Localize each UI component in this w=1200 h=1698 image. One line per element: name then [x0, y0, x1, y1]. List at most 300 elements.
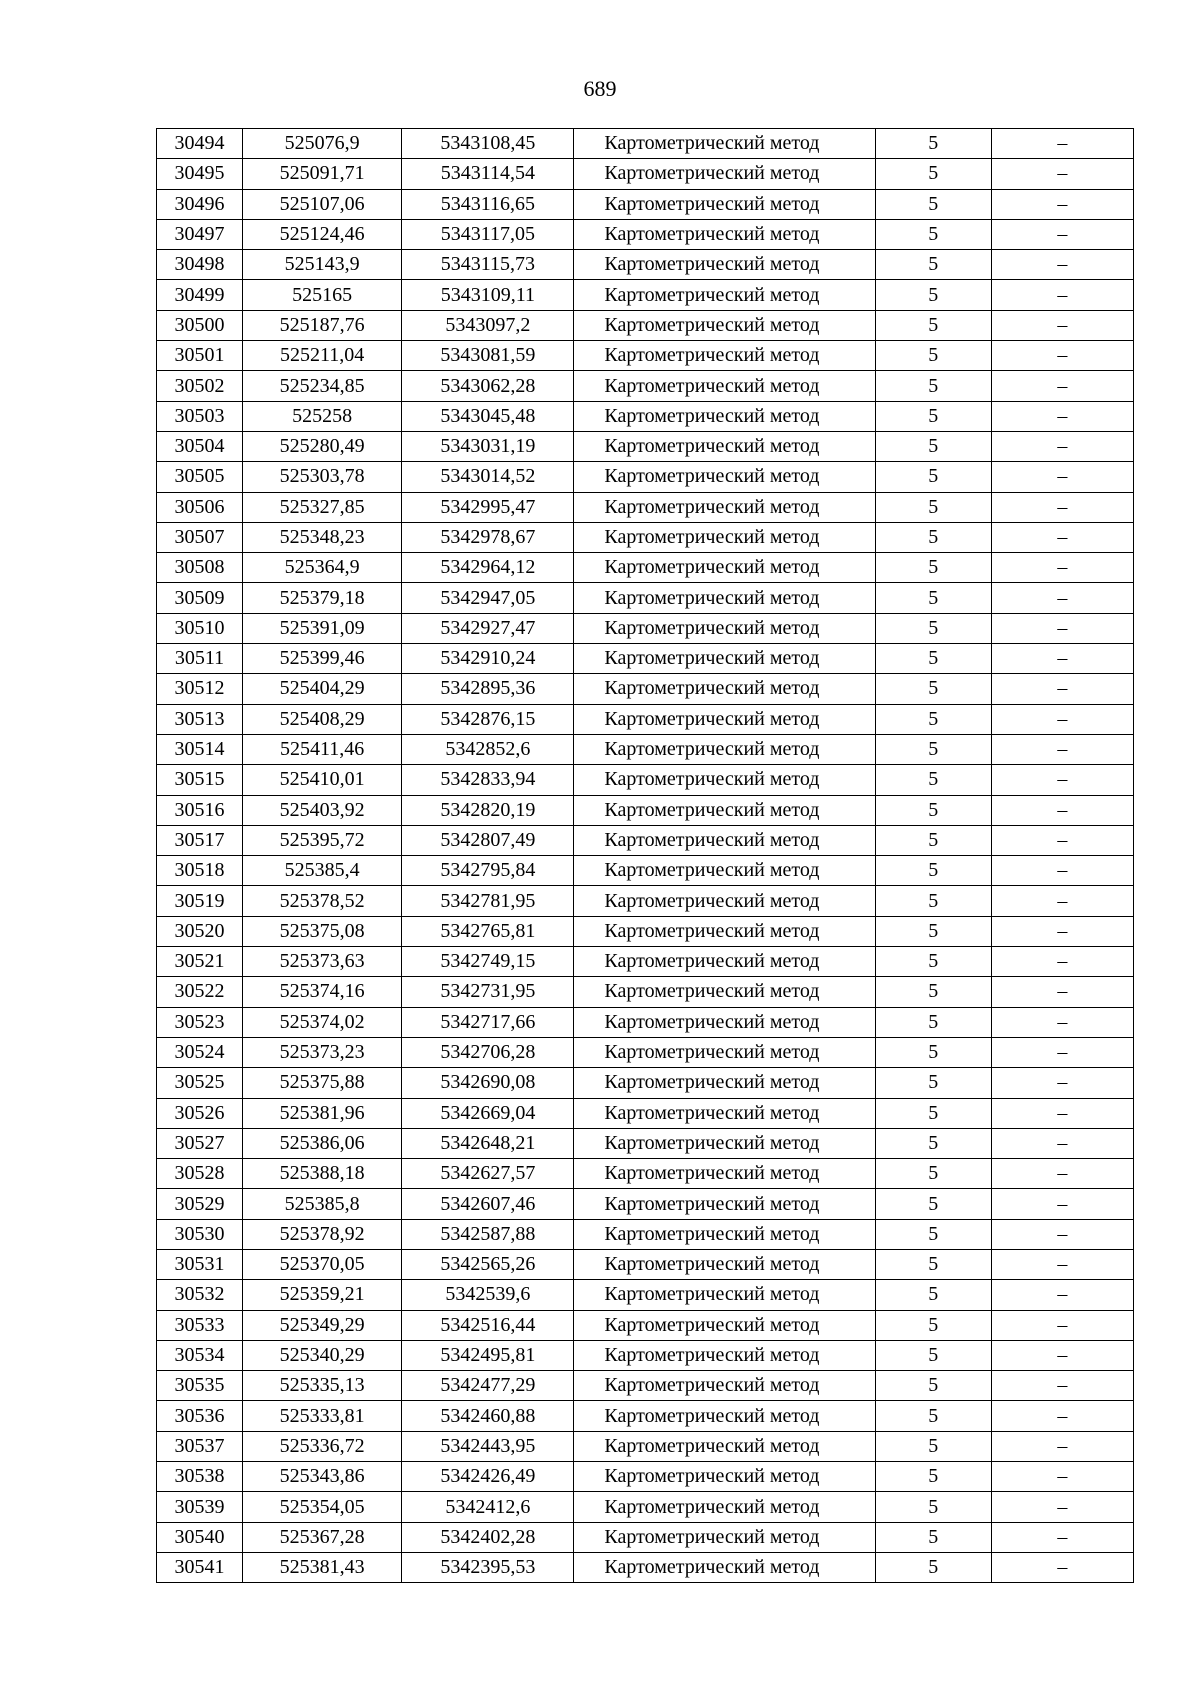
table-row — [157, 310, 1134, 340]
y-coordinate-cell: 5342395,53 — [402, 1552, 574, 1582]
x-coordinate-cell: 525335,13 — [243, 1371, 402, 1401]
table-row — [157, 1340, 1134, 1370]
point-number-cell: 30503 — [157, 401, 243, 431]
method-cell: Картометрический метод — [574, 280, 875, 310]
description-cell: – — [991, 1462, 1133, 1492]
table-row — [157, 1371, 1134, 1401]
x-coordinate-cell: 525385,8 — [243, 1189, 402, 1219]
table-row — [157, 280, 1134, 310]
table-row — [157, 795, 1134, 825]
accuracy-cell: 5 — [875, 431, 991, 461]
method-cell: Картометрический метод — [574, 1007, 875, 1037]
x-coordinate-cell: 525348,23 — [243, 522, 402, 552]
x-coordinate-cell: 525395,72 — [243, 825, 402, 855]
description-cell: – — [991, 886, 1133, 916]
method-cell: Картометрический метод — [574, 856, 875, 886]
point-number-cell: 30495 — [157, 159, 243, 189]
accuracy-cell: 5 — [875, 1371, 991, 1401]
y-coordinate-cell: 5342749,15 — [402, 947, 574, 977]
description-cell: – — [991, 674, 1133, 704]
method-cell: Картометрический метод — [574, 977, 875, 1007]
method-cell: Картометрический метод — [574, 613, 875, 643]
accuracy-cell: 5 — [875, 1552, 991, 1582]
x-coordinate-cell: 525143,9 — [243, 250, 402, 280]
y-coordinate-cell: 5342443,95 — [402, 1431, 574, 1461]
method-cell: Картометрический метод — [574, 1098, 875, 1128]
method-cell: Картометрический метод — [574, 825, 875, 855]
point-number-cell: 30518 — [157, 856, 243, 886]
point-number-cell: 30534 — [157, 1340, 243, 1370]
x-coordinate-cell: 525375,08 — [243, 916, 402, 946]
method-cell: Картометрический метод — [574, 704, 875, 734]
y-coordinate-cell: 5342495,81 — [402, 1340, 574, 1370]
description-cell: – — [991, 371, 1133, 401]
x-coordinate-cell: 525076,9 — [243, 129, 402, 159]
x-coordinate-cell: 525359,21 — [243, 1280, 402, 1310]
point-number-cell: 30520 — [157, 916, 243, 946]
accuracy-cell: 5 — [875, 1219, 991, 1249]
y-coordinate-cell: 5342852,6 — [402, 734, 574, 764]
description-cell: – — [991, 856, 1133, 886]
description-cell: – — [991, 129, 1133, 159]
accuracy-cell: 5 — [875, 401, 991, 431]
x-coordinate-cell: 525404,29 — [243, 674, 402, 704]
y-coordinate-cell: 5342964,12 — [402, 553, 574, 583]
y-coordinate-cell: 5342706,28 — [402, 1037, 574, 1067]
accuracy-cell: 5 — [875, 462, 991, 492]
description-cell: – — [991, 1037, 1133, 1067]
accuracy-cell: 5 — [875, 1431, 991, 1461]
description-cell: – — [991, 189, 1133, 219]
description-cell: – — [991, 1431, 1133, 1461]
method-cell: Картометрический метод — [574, 250, 875, 280]
method-cell: Картометрический метод — [574, 1280, 875, 1310]
accuracy-cell: 5 — [875, 189, 991, 219]
method-cell: Картометрический метод — [574, 1128, 875, 1158]
description-cell: – — [991, 1249, 1133, 1279]
table-row — [157, 1128, 1134, 1158]
accuracy-cell: 5 — [875, 1310, 991, 1340]
description-cell: – — [991, 1522, 1133, 1552]
method-cell: Картометрический метод — [574, 1552, 875, 1582]
x-coordinate-cell: 525379,18 — [243, 583, 402, 613]
y-coordinate-cell: 5343115,73 — [402, 250, 574, 280]
point-number-cell: 30532 — [157, 1280, 243, 1310]
description-cell: – — [991, 1098, 1133, 1128]
table-row — [157, 1462, 1134, 1492]
description-cell: – — [991, 431, 1133, 461]
table-row — [157, 644, 1134, 674]
point-number-cell: 30507 — [157, 522, 243, 552]
accuracy-cell: 5 — [875, 341, 991, 371]
accuracy-cell: 5 — [875, 734, 991, 764]
table-row — [157, 189, 1134, 219]
method-cell: Картометрический метод — [574, 1522, 875, 1552]
point-number-cell: 30521 — [157, 947, 243, 977]
coordinates-table — [156, 128, 1134, 1583]
table-row — [157, 129, 1134, 159]
point-number-cell: 30506 — [157, 492, 243, 522]
x-coordinate-cell: 525378,52 — [243, 886, 402, 916]
table-row — [157, 522, 1134, 552]
table-row — [157, 1037, 1134, 1067]
point-number-cell: 30508 — [157, 553, 243, 583]
point-number-cell: 30517 — [157, 825, 243, 855]
point-number-cell: 30530 — [157, 1219, 243, 1249]
accuracy-cell: 5 — [875, 1340, 991, 1370]
x-coordinate-cell: 525375,88 — [243, 1068, 402, 1098]
description-cell: – — [991, 492, 1133, 522]
accuracy-cell: 5 — [875, 795, 991, 825]
y-coordinate-cell: 5343014,52 — [402, 462, 574, 492]
point-number-cell: 30525 — [157, 1068, 243, 1098]
accuracy-cell: 5 — [875, 765, 991, 795]
description-cell: – — [991, 916, 1133, 946]
point-number-cell: 30497 — [157, 219, 243, 249]
description-cell: – — [991, 310, 1133, 340]
table-row — [157, 431, 1134, 461]
x-coordinate-cell: 525373,63 — [243, 947, 402, 977]
accuracy-cell: 5 — [875, 159, 991, 189]
table-row — [157, 856, 1134, 886]
y-coordinate-cell: 5342648,21 — [402, 1128, 574, 1158]
accuracy-cell: 5 — [875, 856, 991, 886]
point-number-cell: 30528 — [157, 1159, 243, 1189]
y-coordinate-cell: 5343116,65 — [402, 189, 574, 219]
accuracy-cell: 5 — [875, 129, 991, 159]
table-row — [157, 977, 1134, 1007]
accuracy-cell: 5 — [875, 1492, 991, 1522]
x-coordinate-cell: 525388,18 — [243, 1159, 402, 1189]
point-number-cell: 30541 — [157, 1552, 243, 1582]
point-number-cell: 30514 — [157, 734, 243, 764]
y-coordinate-cell: 5342995,47 — [402, 492, 574, 522]
table-row — [157, 613, 1134, 643]
method-cell: Картометрический метод — [574, 431, 875, 461]
accuracy-cell: 5 — [875, 522, 991, 552]
accuracy-cell: 5 — [875, 219, 991, 249]
accuracy-cell: 5 — [875, 825, 991, 855]
accuracy-cell: 5 — [875, 1280, 991, 1310]
point-number-cell: 30499 — [157, 280, 243, 310]
method-cell: Картометрический метод — [574, 1219, 875, 1249]
description-cell: – — [991, 553, 1133, 583]
x-coordinate-cell: 525370,05 — [243, 1249, 402, 1279]
table-row — [157, 734, 1134, 764]
description-cell: – — [991, 250, 1133, 280]
y-coordinate-cell: 5342627,57 — [402, 1159, 574, 1189]
description-cell: – — [991, 1552, 1133, 1582]
y-coordinate-cell: 5342978,67 — [402, 522, 574, 552]
description-cell: – — [991, 1007, 1133, 1037]
y-coordinate-cell: 5342876,15 — [402, 704, 574, 734]
method-cell: Картометрический метод — [574, 1159, 875, 1189]
x-coordinate-cell: 525378,92 — [243, 1219, 402, 1249]
method-cell: Картометрический метод — [574, 644, 875, 674]
y-coordinate-cell: 5342426,49 — [402, 1462, 574, 1492]
table-row — [157, 947, 1134, 977]
description-cell: – — [991, 1159, 1133, 1189]
x-coordinate-cell: 525399,46 — [243, 644, 402, 674]
table-row — [157, 1098, 1134, 1128]
x-coordinate-cell: 525354,05 — [243, 1492, 402, 1522]
method-cell: Картометрический метод — [574, 916, 875, 946]
point-number-cell: 30531 — [157, 1249, 243, 1279]
method-cell: Картометрический метод — [574, 492, 875, 522]
table-row — [157, 159, 1134, 189]
point-number-cell: 30516 — [157, 795, 243, 825]
method-cell: Картометрический метод — [574, 1340, 875, 1370]
y-coordinate-cell: 5343117,05 — [402, 219, 574, 249]
y-coordinate-cell: 5343031,19 — [402, 431, 574, 461]
accuracy-cell: 5 — [875, 1462, 991, 1492]
y-coordinate-cell: 5343081,59 — [402, 341, 574, 371]
description-cell: – — [991, 1492, 1133, 1522]
method-cell: Картометрический метод — [574, 1068, 875, 1098]
point-number-cell: 30519 — [157, 886, 243, 916]
method-cell: Картометрический метод — [574, 1431, 875, 1461]
y-coordinate-cell: 5342895,36 — [402, 674, 574, 704]
point-number-cell: 30510 — [157, 613, 243, 643]
point-number-cell: 30512 — [157, 674, 243, 704]
method-cell: Картометрический метод — [574, 1249, 875, 1279]
table-row — [157, 401, 1134, 431]
description-cell: – — [991, 1068, 1133, 1098]
accuracy-cell: 5 — [875, 977, 991, 1007]
description-cell: – — [991, 159, 1133, 189]
method-cell: Картометрический метод — [574, 310, 875, 340]
y-coordinate-cell: 5343109,11 — [402, 280, 574, 310]
x-coordinate-cell: 525410,01 — [243, 765, 402, 795]
description-cell: – — [991, 977, 1133, 1007]
x-coordinate-cell: 525211,04 — [243, 341, 402, 371]
x-coordinate-cell: 525187,76 — [243, 310, 402, 340]
description-cell: – — [991, 644, 1133, 674]
point-number-cell: 30533 — [157, 1310, 243, 1340]
y-coordinate-cell: 5342412,6 — [402, 1492, 574, 1522]
method-cell: Картометрический метод — [574, 765, 875, 795]
page-number: 689 — [583, 76, 617, 101]
y-coordinate-cell: 5342402,28 — [402, 1522, 574, 1552]
method-cell: Картометрический метод — [574, 583, 875, 613]
point-number-cell: 30496 — [157, 189, 243, 219]
table-row — [157, 765, 1134, 795]
point-number-cell: 30527 — [157, 1128, 243, 1158]
method-cell: Картометрический метод — [574, 1310, 875, 1340]
method-cell: Картометрический метод — [574, 1492, 875, 1522]
table-row — [157, 1189, 1134, 1219]
point-number-cell: 30501 — [157, 341, 243, 371]
description-cell: – — [991, 1310, 1133, 1340]
x-coordinate-cell: 525165 — [243, 280, 402, 310]
y-coordinate-cell: 5342607,46 — [402, 1189, 574, 1219]
accuracy-cell: 5 — [875, 1189, 991, 1219]
description-cell: – — [991, 765, 1133, 795]
method-cell: Картометрический метод — [574, 1189, 875, 1219]
method-cell: Картометрический метод — [574, 795, 875, 825]
method-cell: Картометрический метод — [574, 522, 875, 552]
y-coordinate-cell: 5342460,88 — [402, 1401, 574, 1431]
table-row — [157, 462, 1134, 492]
point-number-cell: 30494 — [157, 129, 243, 159]
description-cell: – — [991, 613, 1133, 643]
description-cell: – — [991, 1189, 1133, 1219]
x-coordinate-cell: 525303,78 — [243, 462, 402, 492]
table-row — [157, 1310, 1134, 1340]
method-cell: Картометрический метод — [574, 189, 875, 219]
accuracy-cell: 5 — [875, 280, 991, 310]
y-coordinate-cell: 5342807,49 — [402, 825, 574, 855]
x-coordinate-cell: 525403,92 — [243, 795, 402, 825]
accuracy-cell: 5 — [875, 644, 991, 674]
accuracy-cell: 5 — [875, 310, 991, 340]
x-coordinate-cell: 525381,43 — [243, 1552, 402, 1582]
point-number-cell: 30505 — [157, 462, 243, 492]
accuracy-cell: 5 — [875, 250, 991, 280]
y-coordinate-cell: 5343114,54 — [402, 159, 574, 189]
table-row — [157, 674, 1134, 704]
x-coordinate-cell: 525374,16 — [243, 977, 402, 1007]
method-cell: Картометрический метод — [574, 1462, 875, 1492]
x-coordinate-cell: 525364,9 — [243, 553, 402, 583]
x-coordinate-cell: 525381,96 — [243, 1098, 402, 1128]
y-coordinate-cell: 5343062,28 — [402, 371, 574, 401]
method-cell: Картометрический метод — [574, 1037, 875, 1067]
table-row — [157, 1249, 1134, 1279]
table-row — [157, 1401, 1134, 1431]
table-row — [157, 886, 1134, 916]
accuracy-cell: 5 — [875, 583, 991, 613]
table-row — [157, 341, 1134, 371]
y-coordinate-cell: 5342947,05 — [402, 583, 574, 613]
table-row — [157, 1280, 1134, 1310]
x-coordinate-cell: 525373,23 — [243, 1037, 402, 1067]
point-number-cell: 30513 — [157, 704, 243, 734]
method-cell: Картометрический метод — [574, 734, 875, 764]
accuracy-cell: 5 — [875, 1037, 991, 1067]
x-coordinate-cell: 525234,85 — [243, 371, 402, 401]
method-cell: Картометрический метод — [574, 462, 875, 492]
x-coordinate-cell: 525280,49 — [243, 431, 402, 461]
accuracy-cell: 5 — [875, 674, 991, 704]
x-coordinate-cell: 525367,28 — [243, 1522, 402, 1552]
table-row — [157, 1552, 1134, 1582]
table-row — [157, 1219, 1134, 1249]
y-coordinate-cell: 5342516,44 — [402, 1310, 574, 1340]
accuracy-cell: 5 — [875, 1128, 991, 1158]
accuracy-cell: 5 — [875, 1522, 991, 1552]
description-cell: – — [991, 1340, 1133, 1370]
accuracy-cell: 5 — [875, 1249, 991, 1279]
table-row — [157, 583, 1134, 613]
method-cell: Картометрический метод — [574, 371, 875, 401]
y-coordinate-cell: 5342669,04 — [402, 1098, 574, 1128]
x-coordinate-cell: 525408,29 — [243, 704, 402, 734]
table-row — [157, 704, 1134, 734]
y-coordinate-cell: 5342820,19 — [402, 795, 574, 825]
method-cell: Картометрический метод — [574, 1371, 875, 1401]
x-coordinate-cell: 525258 — [243, 401, 402, 431]
point-number-cell: 30498 — [157, 250, 243, 280]
accuracy-cell: 5 — [875, 1068, 991, 1098]
table-row — [157, 825, 1134, 855]
table-row — [157, 553, 1134, 583]
description-cell: – — [991, 734, 1133, 764]
y-coordinate-cell: 5342833,94 — [402, 765, 574, 795]
y-coordinate-cell: 5342565,26 — [402, 1249, 574, 1279]
description-cell: – — [991, 401, 1133, 431]
accuracy-cell: 5 — [875, 613, 991, 643]
point-number-cell: 30523 — [157, 1007, 243, 1037]
description-cell: – — [991, 795, 1133, 825]
accuracy-cell: 5 — [875, 947, 991, 977]
table-row — [157, 1159, 1134, 1189]
method-cell: Картометрический метод — [574, 159, 875, 189]
x-coordinate-cell: 525343,86 — [243, 1462, 402, 1492]
description-cell: – — [991, 1401, 1133, 1431]
accuracy-cell: 5 — [875, 704, 991, 734]
description-cell: – — [991, 522, 1133, 552]
x-coordinate-cell: 525333,81 — [243, 1401, 402, 1431]
point-number-cell: 30526 — [157, 1098, 243, 1128]
y-coordinate-cell: 5342539,6 — [402, 1280, 574, 1310]
x-coordinate-cell: 525385,4 — [243, 856, 402, 886]
description-cell: – — [991, 341, 1133, 371]
y-coordinate-cell: 5342690,08 — [402, 1068, 574, 1098]
y-coordinate-cell: 5342587,88 — [402, 1219, 574, 1249]
description-cell: – — [991, 219, 1133, 249]
y-coordinate-cell: 5342477,29 — [402, 1371, 574, 1401]
description-cell: – — [991, 825, 1133, 855]
point-number-cell: 30509 — [157, 583, 243, 613]
description-cell: – — [991, 1128, 1133, 1158]
description-cell: – — [991, 1280, 1133, 1310]
x-coordinate-cell: 525107,06 — [243, 189, 402, 219]
x-coordinate-cell: 525386,06 — [243, 1128, 402, 1158]
method-cell: Картометрический метод — [574, 219, 875, 249]
method-cell: Картометрический метод — [574, 129, 875, 159]
description-cell: – — [991, 462, 1133, 492]
accuracy-cell: 5 — [875, 916, 991, 946]
description-cell: – — [991, 1371, 1133, 1401]
x-coordinate-cell: 525340,29 — [243, 1340, 402, 1370]
method-cell: Картометрический метод — [574, 553, 875, 583]
point-number-cell: 30535 — [157, 1371, 243, 1401]
accuracy-cell: 5 — [875, 1007, 991, 1037]
table-row — [157, 1068, 1134, 1098]
description-cell: – — [991, 280, 1133, 310]
point-number-cell: 30504 — [157, 431, 243, 461]
method-cell: Картометрический метод — [574, 401, 875, 431]
y-coordinate-cell: 5342765,81 — [402, 916, 574, 946]
table-row — [157, 1431, 1134, 1461]
x-coordinate-cell: 525391,09 — [243, 613, 402, 643]
method-cell: Картометрический метод — [574, 947, 875, 977]
y-coordinate-cell: 5342927,47 — [402, 613, 574, 643]
accuracy-cell: 5 — [875, 1401, 991, 1431]
table-row — [157, 219, 1134, 249]
accuracy-cell: 5 — [875, 553, 991, 583]
accuracy-cell: 5 — [875, 492, 991, 522]
y-coordinate-cell: 5342781,95 — [402, 886, 574, 916]
x-coordinate-cell: 525374,02 — [243, 1007, 402, 1037]
accuracy-cell: 5 — [875, 371, 991, 401]
table-row — [157, 250, 1134, 280]
y-coordinate-cell: 5342795,84 — [402, 856, 574, 886]
method-cell: Картометрический метод — [574, 1401, 875, 1431]
description-cell: – — [991, 947, 1133, 977]
y-coordinate-cell: 5343045,48 — [402, 401, 574, 431]
